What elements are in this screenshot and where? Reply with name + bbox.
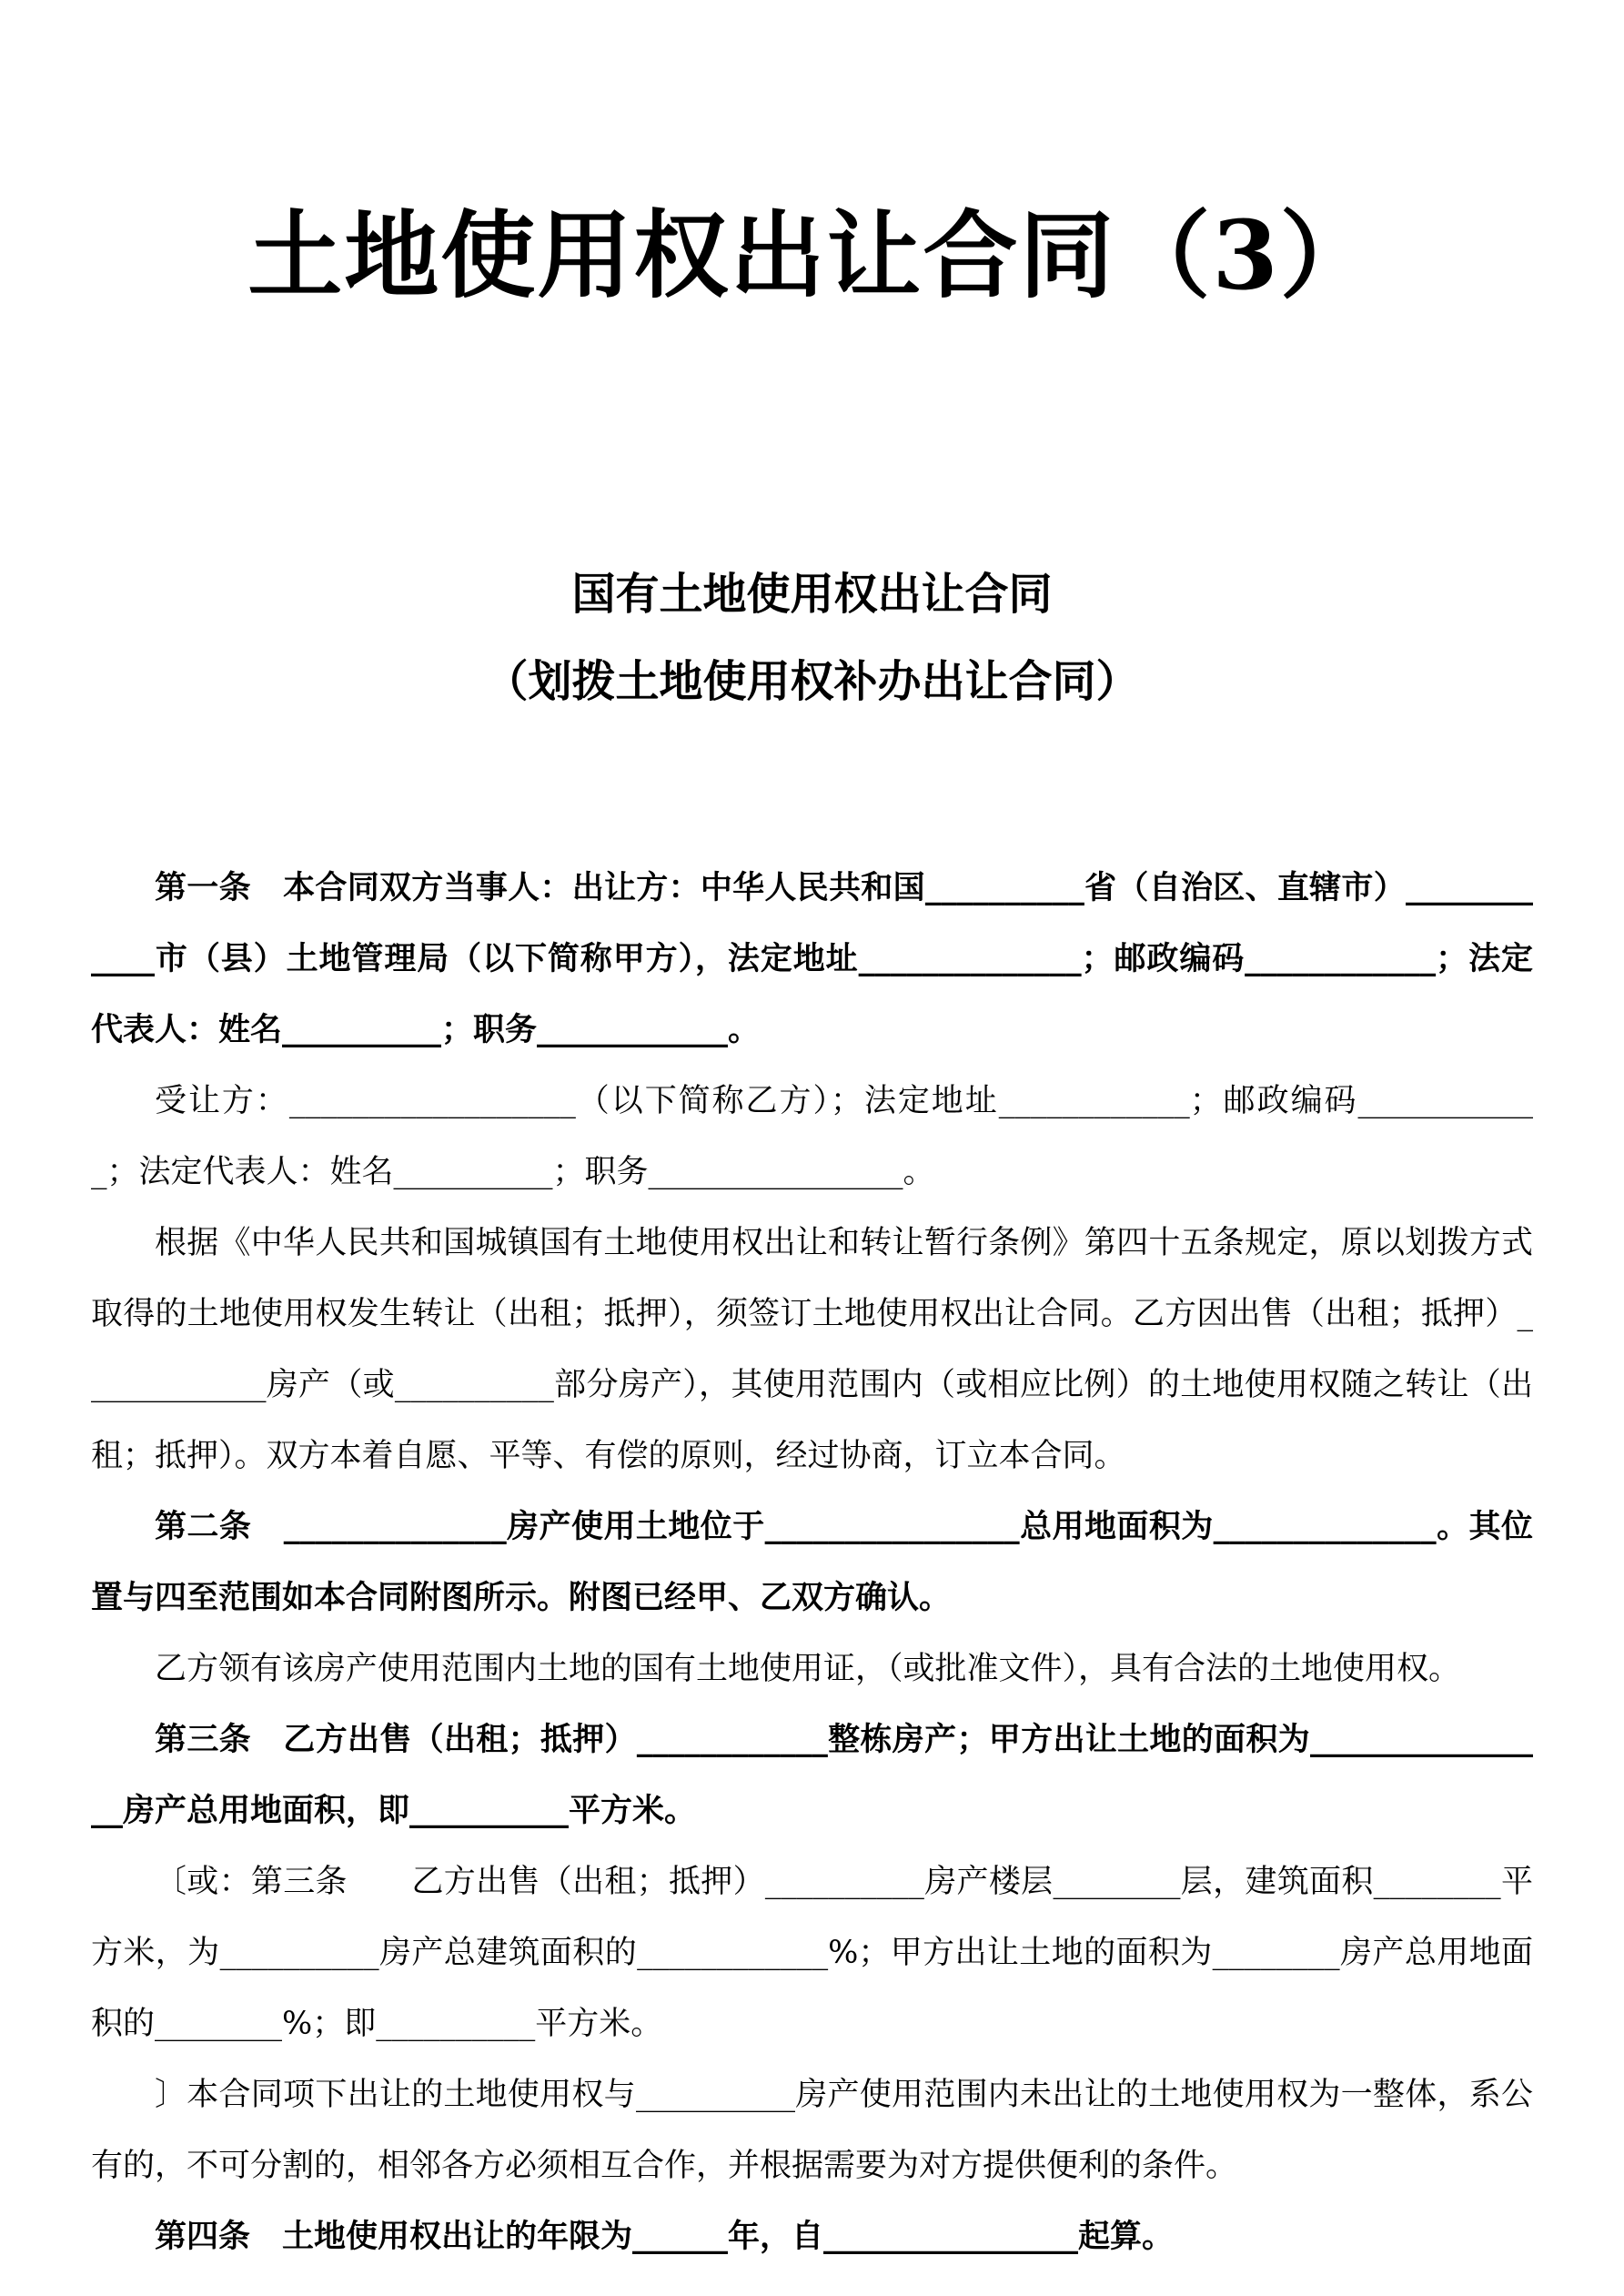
recitals: 根据《中华人民共和国城镇国有土地使用权出让和转让暂行条例》第四十五条规定，原以划拨方式取得的土地使用权发生转让（出租；抵押），须签订土地使用权出让合同。乙方因出售（出租；抵押）____________房产（或__________部分房产），其使用范围内（或相应比例）的土地使用权随之转让（出租；抵押）。双方本着自愿、平等、有偿的原则，经过协商，订立本合同。 xyxy=(91,1225,1533,1474)
clause-2-land-location: 第二条 ______________房产使用土地位于________________总用地面积为______________。其位置与四至范围如本合同附图所示。附图已经甲、乙双方确认。 xyxy=(91,1508,1533,1616)
contract-subtitle: 国有土地使用权出让合同 xyxy=(571,569,1053,620)
subtitle-block xyxy=(0,551,1624,725)
contract-body xyxy=(91,853,1533,2272)
clause-1-parties: 第一条 本合同双方当事人：出让方：中华人民共和国__________省（自治区、直辖市）____________市（县）土地管理局（以下简称甲方），法定地址______________；邮政编码____________；法定代表人：姓名__________；职务____________。 xyxy=(91,869,1533,1048)
clause-3-alternative: 〔或：第三条 乙方出售（出租；抵押）__________房产楼层________层，建筑面积________平方米，为__________房产总建筑面积的____________%；甲方出让土地的面积为________房产总用地面积的________%；即__________平方米。 xyxy=(91,1864,1533,2042)
land-use-certificate-note: 乙方领有该房产使用范围内土地的国有土地使用证，（或批准文件），具有合法的土地使用权。 xyxy=(155,1651,1461,1687)
document-title: 土地使用权出让合同（3） xyxy=(247,199,1377,311)
contract-subtitle-note: （划拨土地使用权补办出让合同） xyxy=(484,656,1140,707)
clause-3-land-area: 第三条 乙方出售（出租；抵押）____________整栋房产；甲方出让土地的面积为________________房产总用地面积，即__________平方米。 xyxy=(91,1721,1533,1829)
transferee-info: 受让方：__________________（以下简称乙方）；法定地址____________；邮政编码____________；法定代表人：姓名__________；职务________________。 xyxy=(91,1083,1533,1190)
clause-4-term: 第四条 土地使用权出让的年限为______年，自________________起算。 xyxy=(155,2218,1175,2255)
clause-3-alternative-continued: 〕本合同项下出让的土地使用权与__________房产使用范围内未出让的土地使用权为一整体，系公有的，不可分割的，相邻各方必须相互合作，并根据需要为对方提供便利的条件。 xyxy=(91,2077,1533,2184)
